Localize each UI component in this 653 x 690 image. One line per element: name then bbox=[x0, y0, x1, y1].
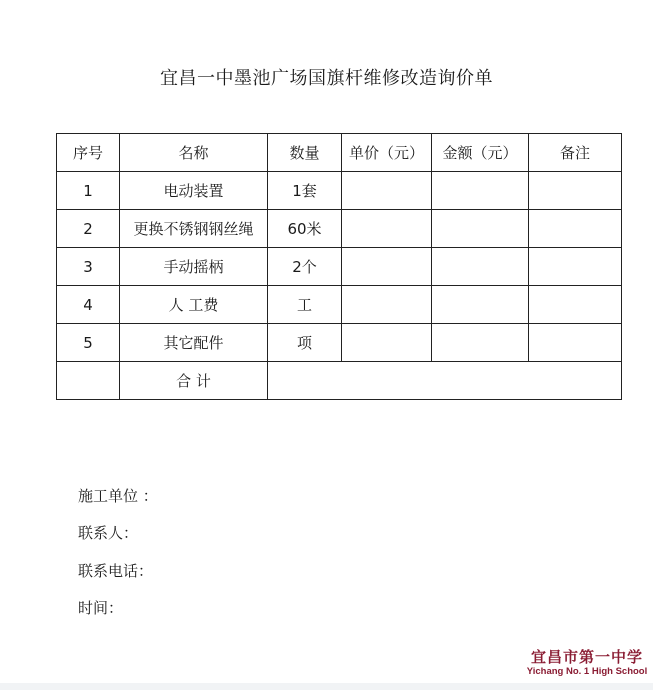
header-remark: 备注 bbox=[529, 134, 622, 172]
cell-amount bbox=[432, 172, 529, 210]
total-value bbox=[268, 362, 622, 400]
cell-unit-price bbox=[342, 172, 432, 210]
table-row bbox=[57, 210, 622, 248]
cell-quantity: 工 bbox=[268, 286, 342, 324]
total-empty-cell bbox=[57, 362, 120, 400]
table-row bbox=[57, 248, 622, 286]
table-row bbox=[57, 324, 622, 362]
cell-remark bbox=[529, 210, 622, 248]
contact-phone-label: 联系电话： bbox=[78, 562, 154, 580]
cell-remark bbox=[529, 286, 622, 324]
cell-name: 其它配件 bbox=[120, 324, 268, 362]
table-header-row bbox=[57, 134, 622, 172]
header-index: 序号 bbox=[57, 134, 120, 172]
table-total-row bbox=[57, 362, 622, 400]
cell-name: 更换不锈钢钢丝绳 bbox=[120, 210, 268, 248]
header-amount: 金额（元） bbox=[432, 134, 529, 172]
cell-name: 手动摇柄 bbox=[120, 248, 268, 286]
time-label: 时间： bbox=[78, 599, 124, 617]
cell-unit-price bbox=[342, 324, 432, 362]
cell-remark bbox=[529, 172, 622, 210]
cell-unit-price bbox=[342, 248, 432, 286]
construction-unit-label: 施工单位 ： bbox=[78, 487, 158, 505]
cell-name: 电动装置 bbox=[120, 172, 268, 210]
contact-person-label: 联系人： bbox=[78, 524, 139, 542]
school-logo bbox=[522, 648, 652, 680]
cell-name: 人 工费 bbox=[120, 286, 268, 324]
cell-unit-price bbox=[342, 210, 432, 248]
header-name: 名称 bbox=[120, 134, 268, 172]
cell-amount bbox=[432, 210, 529, 248]
header-quantity: 数量 bbox=[268, 134, 342, 172]
cell-quantity: 60米 bbox=[268, 210, 342, 248]
table-row bbox=[57, 172, 622, 210]
total-label: 合 计 bbox=[120, 362, 268, 400]
cell-amount bbox=[432, 248, 529, 286]
quote-table bbox=[56, 133, 622, 400]
cell-quantity: 1套 bbox=[268, 172, 342, 210]
bottom-scroll-bar bbox=[0, 683, 653, 690]
school-name-english: Yichang No. 1 High School bbox=[526, 666, 648, 677]
cell-remark bbox=[529, 324, 622, 362]
document-title: 宜昌一中墨池广场国旗杆维修改造询价单 bbox=[160, 68, 493, 89]
cell-quantity: 项 bbox=[268, 324, 342, 362]
cell-unit-price bbox=[342, 286, 432, 324]
cell-amount bbox=[432, 324, 529, 362]
cell-remark bbox=[529, 248, 622, 286]
cell-index: 5 bbox=[57, 324, 120, 362]
cell-quantity: 2个 bbox=[268, 248, 342, 286]
table-row bbox=[57, 286, 622, 324]
cell-index: 2 bbox=[57, 210, 120, 248]
cell-amount bbox=[432, 286, 529, 324]
cell-index: 3 bbox=[57, 248, 120, 286]
cell-index: 4 bbox=[57, 286, 120, 324]
school-name-chinese: 宜昌市第一中学 bbox=[530, 648, 643, 666]
cell-index: 1 bbox=[57, 172, 120, 210]
header-unit-price: 单价（元） bbox=[342, 134, 432, 172]
